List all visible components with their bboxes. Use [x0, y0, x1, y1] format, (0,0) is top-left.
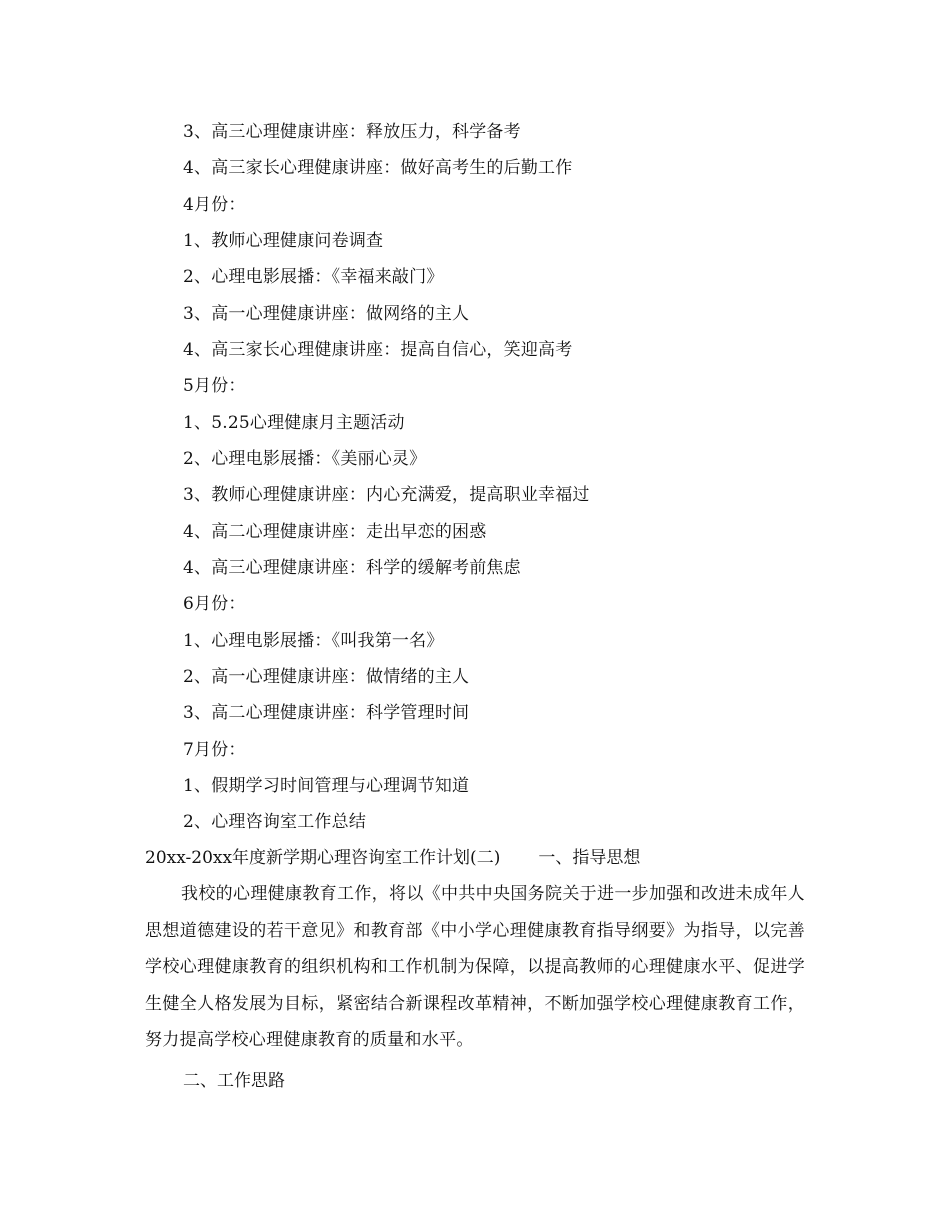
list-item: 2、高一心理健康讲座：做情绪的主人 — [183, 667, 470, 687]
guiding-ideology-paragraph: 我校的心理健康教育工作，将以《中共中央国务院关于进一步加强和改进未成年人思想道德建设的若干意见》和教育部《中小学心理健康教育指导纲要》为指导，以完善学校心理健康教育的组织机构和工作机制为保障，以提高教师的心理健康水平、促进学生健全人格发展为目标，紧密结合新课程改革精神，不断加强学校心理健康教育工作，努力提高学校心理健康教育的质量和水平。 — [145, 884, 805, 1050]
list-item: 2、心理电影展播：《幸福来敲门》 — [183, 267, 444, 287]
list-item: 4、高三家长心理健康讲座：提高自信心，笑迎高考 — [183, 340, 573, 360]
list-item: 1、心理电影展播：《叫我第一名》 — [183, 631, 444, 651]
month-heading: 6月份： — [183, 594, 246, 614]
section-heading-guiding-ideology: 一、指导思想 — [538, 848, 641, 868]
section-heading-work-approach: 二、工作思路 — [183, 1071, 285, 1091]
list-item: 1、教师心理健康问卷调查 — [183, 231, 384, 251]
list-item: 1、5.25心理健康月主题活动 — [183, 413, 405, 433]
list-item: 1、假期学习时间管理与心理调节知道 — [183, 776, 470, 796]
month-heading: 4月份： — [183, 195, 246, 215]
list-item: 3、高三心理健康讲座：释放压力，科学备考 — [183, 122, 521, 142]
list-item: 3、教师心理健康讲座：内心充满爱，提高职业幸福过 — [183, 485, 590, 505]
list-item: 3、高一心理健康讲座：做网络的主人 — [183, 304, 470, 324]
list-item: 4、高二心理健康讲座：走出早恋的困惑 — [183, 522, 487, 542]
list-item: 4、高三心理健康讲座：科学的缓解考前焦虑 — [183, 558, 521, 578]
list-item: 3、高二心理健康讲座：科学管理时间 — [183, 703, 470, 723]
month-heading: 7月份： — [183, 740, 246, 760]
month-heading: 5月份： — [183, 376, 246, 396]
list-item: 4、高三家长心理健康讲座：做好高考生的后勤工作 — [183, 158, 573, 178]
list-item: 2、心理咨询室工作总结 — [183, 812, 367, 832]
plan-title: 20xx-20xx年度新学期心理咨询室工作计划(二) — [145, 848, 501, 868]
plan-title-line — [145, 846, 640, 870]
list-item: 2、心理电影展播：《美丽心灵》 — [183, 449, 427, 469]
